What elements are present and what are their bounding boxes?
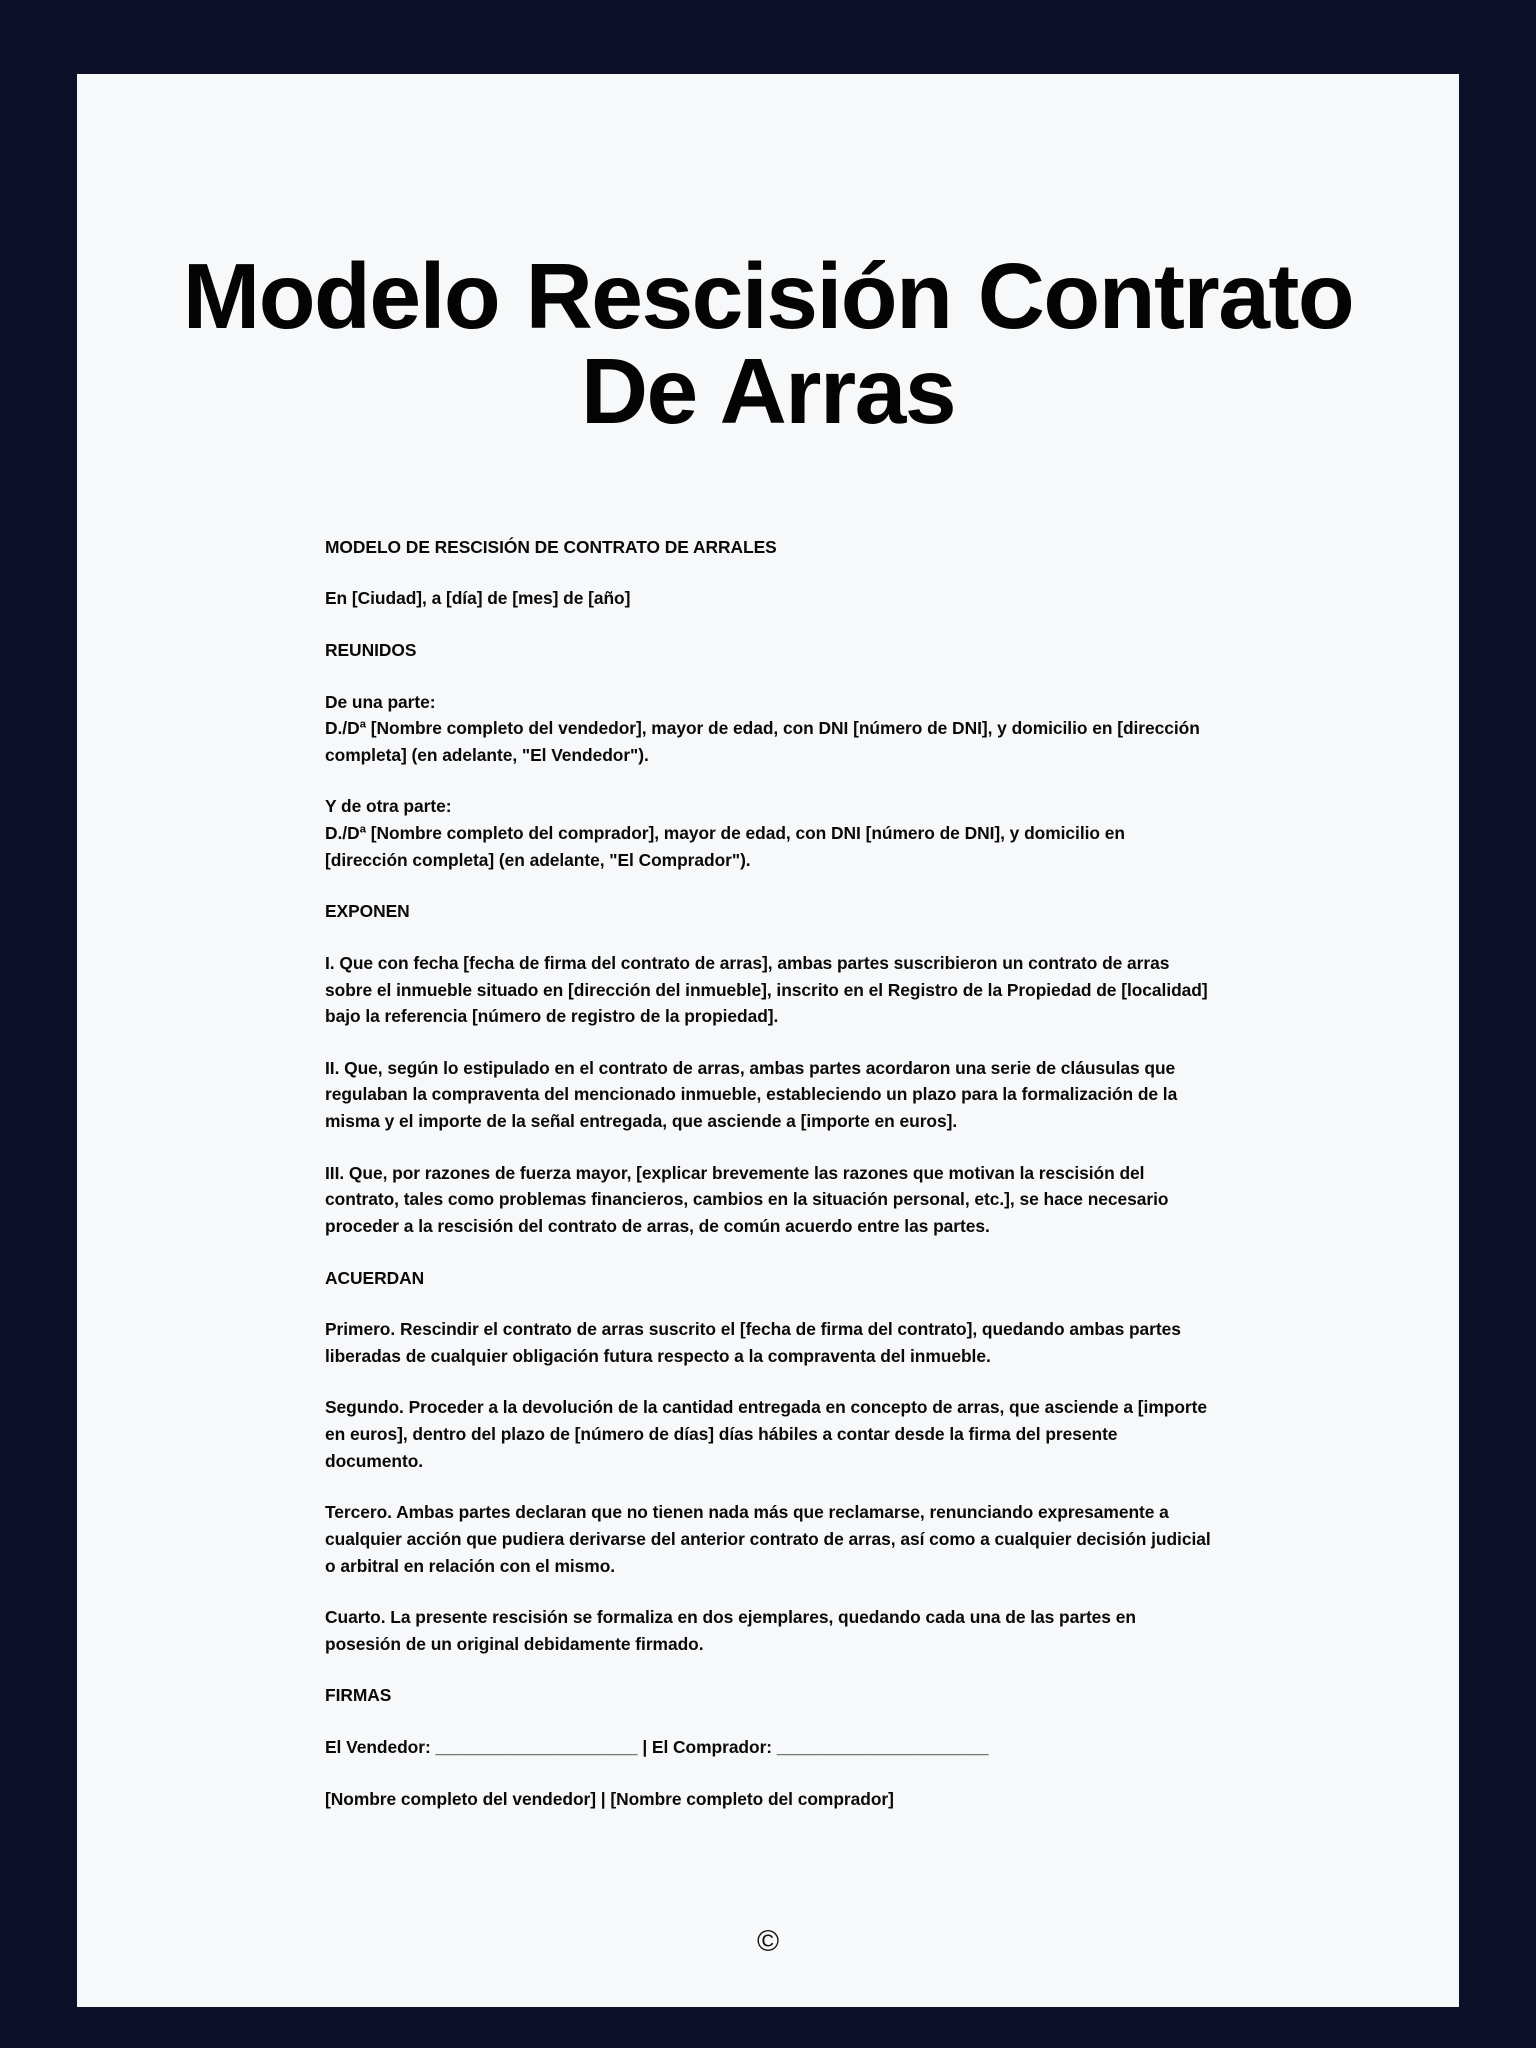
footer-mark [77, 1837, 1459, 1967]
copyright-icon: © [756, 1925, 780, 1959]
document-heading: MODELO DE RESCISIÓN DE CONTRATO DE ARRALES [325, 536, 777, 557]
exponen-clause-iii: III. Que, por razones de fuerza mayor, [explicar brevemente las razones que motivan la rescisión del contrato, tales como problemas financieros, cambios en la situación personal, etc.], se hace necesario proceder a la rescisión del contrato de arras, de común acuerdo entre las partes. [325, 1162, 1169, 1236]
party-seller-label: De una parte: [325, 691, 436, 712]
acuerdo-tercero: Tercero. Ambas partes declaran que no tienen nada más que reclamarse, renunciando expresamente a cualquier acción que pudiera derivarse del anterior contrato de arras, así como a cualquier decisión judicial o arbitral en relación con el mismo. [325, 1502, 1211, 1576]
document-body [77, 439, 1459, 1838]
party-seller-group [325, 689, 1211, 769]
party-seller-detail: D./Dª [Nombre completo del vendedor], mayor de edad, con DNI [número de DNI], y domicilio en [dirección completa] (en adelante, "El Vendedor"). [325, 718, 1200, 765]
section-firmas: FIRMAS [325, 1685, 392, 1706]
title-block [77, 74, 1459, 443]
exponen-clause-i: I. Que con fecha [fecha de firma del contrato de arras], ambas partes suscribieron un contrato de arras sobre el inmueble situado en [dirección del inmueble], inscrito en el Registro de la Propiedad de [localidad] bajo la referencia [número de registro de la propiedad]. [325, 952, 1208, 1027]
acuerdo-segundo: Segundo. Proceder a la devolución de la cantidad entregada en concepto de arras, que asciende a [importe en euros], dentro del plazo de [número de días] días hábiles a contar desde la firma del presente documento. [325, 1397, 1207, 1471]
section-acuerdan: ACUERDAN [325, 1267, 425, 1288]
document-page [77, 74, 1459, 2007]
section-reunidos: REUNIDOS [325, 639, 417, 660]
exponen-clause-ii: II. Que, según lo estipulado en el contrato de arras, ambas partes acordaron una serie de cláusulas que regulaban la compraventa del mencionado inmueble, estableciendo un plazo para la formalización de la misma y el importe de la señal entregada, que asciende a [importe en euros]. [325, 1057, 1178, 1132]
acuerdo-cuarto: Cuarto. La presente rescisión se formaliza en dos ejemplares, quedando cada una de las partes en posesión de un original debidamente firmado. [325, 1607, 1136, 1654]
section-exponen: EXPONEN [325, 901, 410, 922]
party-buyer-detail: D./Dª [Nombre completo del comprador], mayor de edad, con DNI [número de DNI], y domicilio en [dirección completa] (en adelante, "El Comprador"). [325, 823, 1125, 870]
place-and-date: En [Ciudad], a [día] de [mes] de [año] [325, 588, 631, 609]
acuerdo-primero: Primero. Rescindir el contrato de arras suscrito el [fecha de firma del contrato], quedando ambas partes liberadas de cualquier obligación futura respecto a la compraventa del inmueble. [325, 1319, 1181, 1366]
page-title: Modelo Rescisión Contrato De Arras [182, 244, 1354, 443]
party-buyer-group [325, 793, 1211, 873]
signature-line: El Vendedor: _____________________ | El Comprador: ______________________ [325, 1737, 989, 1758]
party-buyer-label: Y de otra parte: [325, 796, 452, 817]
signature-names: [Nombre completo del vendedor] | [Nombre completo del comprador] [325, 1788, 894, 1809]
